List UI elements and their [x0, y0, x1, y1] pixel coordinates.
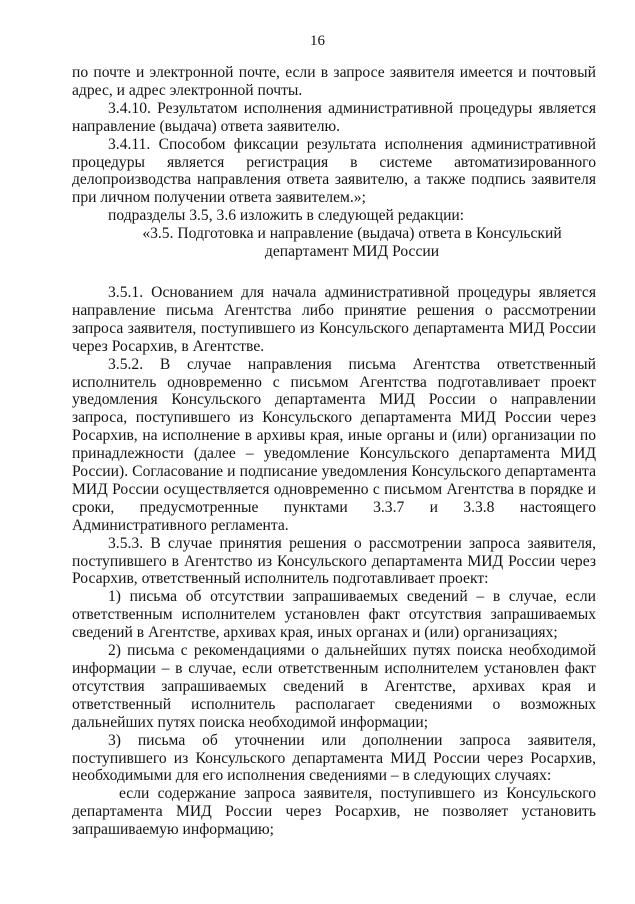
paragraph-3-5-1: 3.5.1. Основанием для начала административной процедуры является направление письма Агентства либо принятие решения о рассмотрении запроса заявителя, поступившего из Консульского департамента МИД России через Росархив, в Агентстве. — [72, 283, 596, 355]
paragraph-continuation: по почте и электронной почте, если в запросе заявителя имеется и почтовый адрес, и адрес электронной почты. — [72, 64, 596, 99]
paragraph-amendment-intro: подразделы 3.5, 3.6 изложить в следующей редакции: — [108, 207, 465, 225]
list-item-1: 1) письма об отсутствии запрашиваемых сведений – в случае, если ответственным исполнителем установлен факт отсутствия запрашиваемых сведений в Агентстве, архивах края, иных органах и (или) организациях; — [72, 588, 596, 642]
section-heading-3-5: «3.5. Подготовка и направление (выдача) ответа в Консульский департамент МИД России — [142, 225, 562, 261]
document-body — [72, 64, 596, 839]
heading-spacer — [72, 261, 596, 284]
list-item-2: 2) письма с рекомендациями о дальнейших путях поиска необходимой информации – в случае, если ответственным исполнителем установлен факт отсутствия запрашиваемых сведений в Агентстве, архивах края и ответственный исполнитель располагает сведениями о возможных дальнейших путях поиска необходимой информации; — [72, 642, 596, 731]
page-number: 16 — [310, 33, 325, 49]
paragraph-3-5-2: 3.5.2. В случае направления письма Агентства ответственный исполнитель одновременно с письмом Агентства подготавливает проект уведомления Консульского департамента МИД России о направлении запроса, поступившего из Консульского департамента МИД России через Росархив, на исполнение в архивы края, иные органы и (или) организации по принадлежности (далее – уведомление Консульского департамента МИД России). Согласование и подписание уведомления Консульского департамента МИД России осуществляется одновременно с письмом Агентства в порядке и сроки, предусмотренные пунктами 3.3.7 и 3.3.8 настоящего Административного регламента. — [72, 355, 596, 534]
paragraph-3-4-11: 3.4.11. Способом фиксации результата исполнения административной процедуры является регистрация в системе автоматизированного делопроизводства направления ответа заявителю, а также подпись заявителя при личном получении ответа заявителем.»; — [72, 135, 596, 207]
list-item-3-case-1: если содержание запроса заявителя, поступившего из Консульского департамента МИД России через Росархив, не позволяет установить запрашиваемую информацию; — [72, 785, 596, 839]
paragraph-3-4-10: 3.4.10. Результатом исполнения административной процедуры является направление (выдача) ответа заявителю. — [72, 99, 596, 135]
list-item-3: 3) письма об уточнении или дополнении запроса заявителя, поступившего из Консульского департамента МИД России через Росархив, необходимыми для его исполнения сведениями – в следующих случаях: — [72, 731, 596, 785]
paragraph-3-5-3: 3.5.3. В случае принятия решения о рассмотрении запроса заявителя, поступившего в Агентство из Консульского департамента МИД России через Росархив, ответственный исполнитель подготавливает проект: — [72, 534, 596, 588]
